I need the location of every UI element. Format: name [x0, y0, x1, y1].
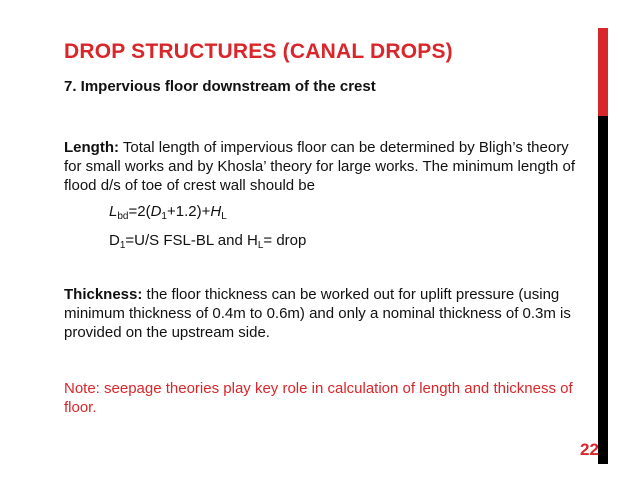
formula-h-sub: L: [221, 211, 227, 222]
length-text: Total length of impervious floor can be determined by Bligh’s theory for small works and by Khosla’ theory for large works. The minimum length of flood d/s of toe of crest wall should be: [64, 139, 576, 194]
thickness-paragraph: [64, 285, 584, 342]
length-label: Length:: [64, 139, 119, 156]
accent-bar-red: [598, 28, 608, 116]
formula-h: H: [210, 203, 222, 220]
formula-part1: =2(: [128, 203, 151, 220]
formula-part2: +1.2)+: [166, 203, 211, 220]
def-part2: = drop: [263, 232, 307, 249]
def-h-sub: L: [257, 240, 264, 251]
def-d-sub: 1: [119, 240, 126, 251]
thickness-text: the floor thickness can be worked out for uplift pressure (using minimum thickness of 0.4m to 0.6m) and only a nominal thickness of 0.3m is provided on the upstream side.: [64, 286, 571, 341]
length-formula: [109, 203, 227, 220]
formula-l-sub: bd: [117, 211, 129, 222]
accent-bar-black: [598, 116, 608, 464]
page-number: 22: [580, 440, 599, 459]
thickness-label: Thickness:: [64, 286, 143, 303]
definition-formula: [109, 232, 306, 249]
formula-d-sub: 1: [161, 211, 167, 222]
def-part1: =U/S FSL-BL and H: [125, 232, 258, 249]
slide-subtitle: 7. Impervious floor downstream of the crest: [64, 78, 376, 95]
def-d: D: [109, 232, 120, 249]
slide-title: DROP STRUCTURES (CANAL DROPS): [64, 40, 453, 63]
formula-l: L: [109, 203, 118, 220]
note-paragraph: Note: seepage theories play key role in calculation of length and thickness of floor.: [64, 380, 573, 416]
formula-d: D: [150, 203, 162, 220]
length-paragraph: [64, 138, 584, 195]
